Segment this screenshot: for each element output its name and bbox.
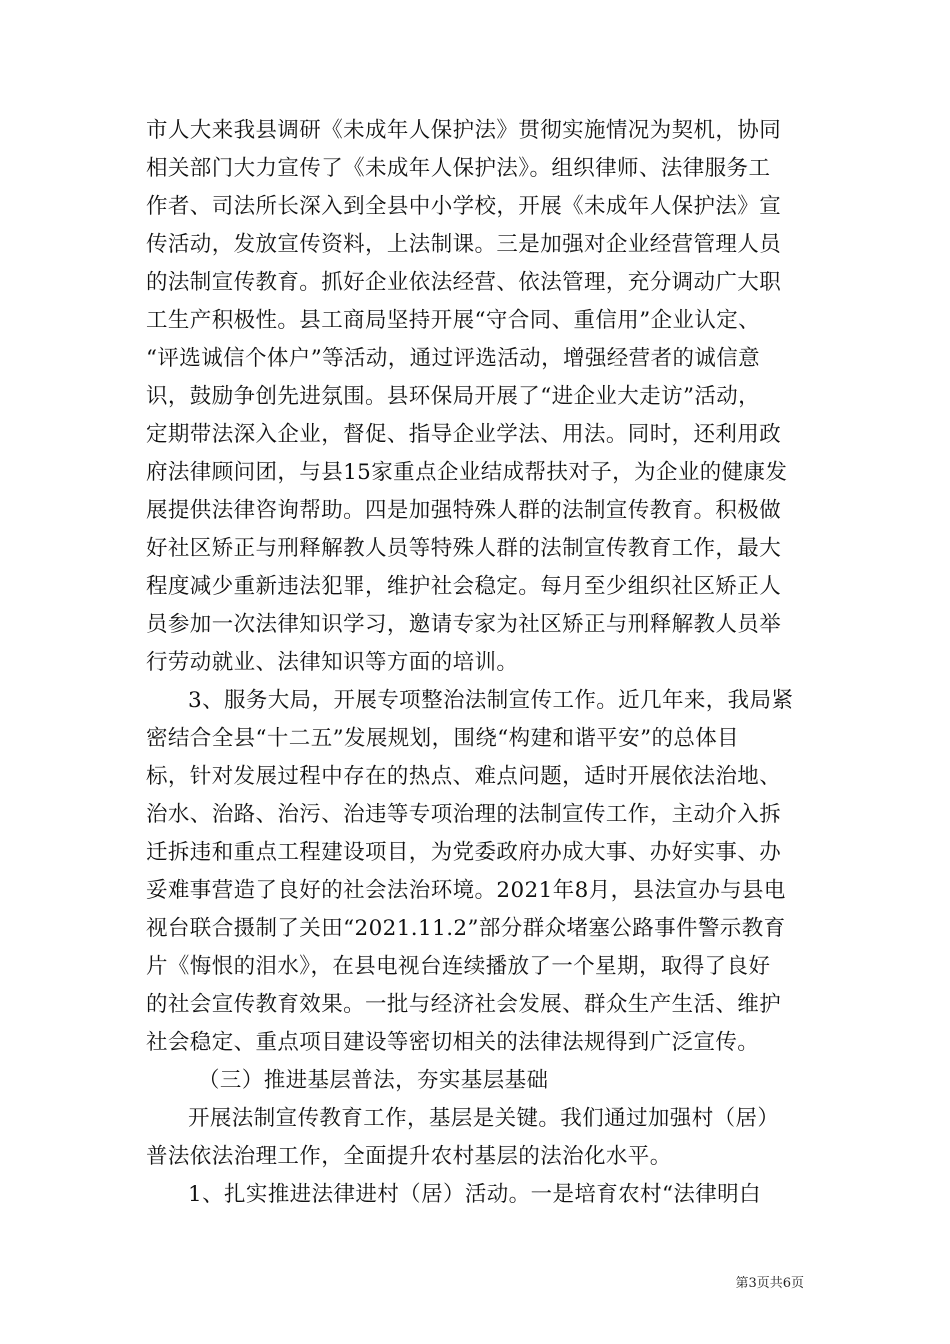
text-line: 妥难事营造了良好的社会法治环境。2021年8月，县法宣办与县电 — [146, 878, 786, 903]
text-line: 好社区矫正与刑释解教人员等特殊人群的法制宣传教育工作，最大 — [146, 536, 782, 561]
text-line: 的社会宣传教育效果。一批与经济社会发展、群众生产生活、维护 — [146, 992, 782, 1017]
page-number: 第3页共6页 — [735, 1276, 804, 1291]
text-line: 的法制宣传教育。抓好企业依法经营、依法管理，充分调动广大职 — [146, 270, 782, 295]
text-line: 程度减少重新违法犯罪，维护社会稳定。每月至少组织社区矫正人 — [146, 574, 782, 599]
paragraph-first-line: 3、服务大局，开展专项整治法制宣传工作。近几年来，我局紧 — [188, 688, 794, 713]
text-line: 识，鼓励争创先进氛围。县环保局开展了“进企业大走访”活动， — [146, 384, 761, 409]
text-line: 标，针对发展过程中存在的热点、难点问题，适时开展依法治地、 — [146, 764, 782, 789]
text-line: 密结合全县“十二五”发展规划，围绕“构建和谐平安”的总体目 — [146, 726, 740, 751]
text-line: 社会稳定、重点项目建设等密切相关的法律法规得到广泛宣传。 — [146, 1030, 760, 1055]
text-line: 迁拆违和重点工程建设项目，为党委政府办成大事、办好实事、办 — [146, 840, 782, 865]
text-line: 片《悔恨的泪水》，在县电视台连续播放了一个星期，取得了良好 — [146, 954, 771, 979]
text-line: 相关部门大力宣传了《未成年人保护法》。组织律师、法律服务工 — [146, 156, 771, 181]
text-line: 行劳动就业、法律知识等方面的培训。 — [146, 650, 519, 675]
text-line: 展提供法律咨询帮助。四是加强特殊人群的法制宣传教育。积极做 — [146, 498, 782, 523]
text-line: “评选诚信个体户”等活动，通过评选活动，增强经营者的诚信意 — [146, 346, 761, 371]
section-heading: （三）推进基层普法，夯实基层基础 — [198, 1068, 549, 1093]
text-line: 传活动，发放宣传资料，上法制课。三是加强对企业经营管理人员 — [146, 232, 782, 257]
text-line: 员参加一次法律知识学习，邀请专家为社区矫正与刑释解教人员举 — [146, 612, 782, 637]
text-line: 作者、司法所长深入到全县中小学校，开展《未成年人保护法》宣 — [146, 194, 782, 219]
text-line: 市人大来我县调研《未成年人保护法》贯彻实施情况为契机，协同 — [146, 118, 782, 143]
text-line: 定期带法深入企业，督促、指导企业学法、用法。同时，还利用政 — [146, 422, 782, 447]
body-text — [146, 112, 814, 1214]
text-line: 治水、治路、治污、治违等专项治理的法制宣传工作，主动介入拆 — [146, 802, 782, 827]
text-line: 视台联合摄制了关田“2021.11.2”部分群众堵塞公路事件警示教育 — [146, 916, 786, 941]
paragraph-first-line: 开展法制宣传教育工作，基层是关键。我们通过加强村（居） — [188, 1106, 780, 1131]
paragraph-first-line: 1、扎实推进法律进村（居）活动。一是培育农村“法律明白 — [188, 1182, 761, 1207]
text-line: 府法律顾问团，与县15家重点企业结成帮扶对子，为企业的健康发 — [146, 460, 788, 485]
text-line: 普法依法治理工作，全面提升农村基层的法治化水平。 — [146, 1144, 672, 1169]
text-line: 工生产积极性。县工商局坚持开展“守合同、重信用”企业认定、 — [146, 308, 761, 333]
